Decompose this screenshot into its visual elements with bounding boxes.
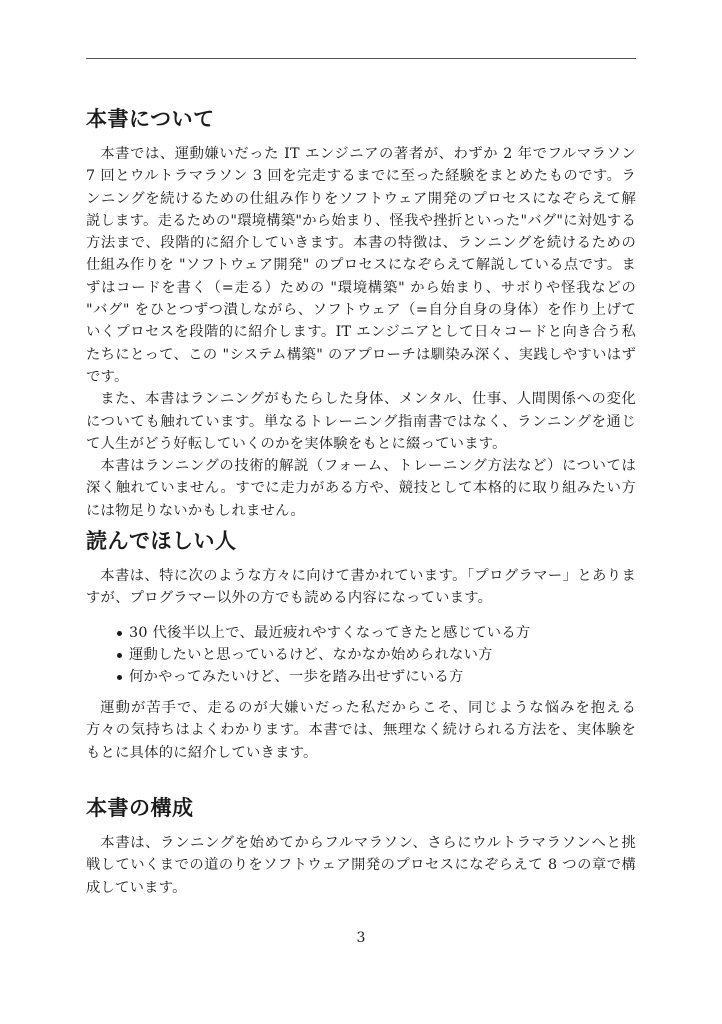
section-body-audience	[86, 565, 636, 610]
audience-list	[86, 622, 636, 688]
paragraph: 運動が苦手で、走るのが大嫌いだった私だからこそ、同じような悩みを抱える方々の気持ちはよくわかります。本書では、無理なく続けられる方法を、実体験をもとに具体的に紹介していきます。	[86, 700, 636, 761]
bullet-icon	[117, 653, 122, 658]
page-number: 3	[356, 930, 366, 946]
paragraph: 本書は、特に次のような方々に向けて書かれています。「プログラマー」とありますが、プログラマー以外の方でも読める内容になっています。	[86, 568, 636, 607]
bullet-icon	[117, 675, 122, 680]
header-rule	[86, 58, 636, 59]
list-item: 何かやってみたいけど、一歩を踏み出せずにいる方	[86, 666, 636, 688]
section-closing-audience	[86, 697, 636, 764]
section-heading-about: 本書について	[86, 107, 215, 131]
bullet-icon	[117, 631, 122, 636]
section-body-structure	[86, 832, 636, 899]
section-body-about	[86, 143, 636, 522]
list-item: 30 代後半以上で、最近疲れやすくなってきたと感じている方	[86, 622, 636, 644]
paragraph: 本書はランニングの技術的解説（フォーム、トレーニング方法など）については深く触れていません。すでに走力がある方や、競技として本格的に取り組みたい方には物足りないかもしれません。	[86, 458, 636, 519]
list-item: 運動したいと思っているけど、なかなか始められない方	[86, 644, 636, 666]
section-heading-structure: 本書の構成	[86, 796, 194, 820]
section-heading-audience: 読んでほしい人	[86, 529, 237, 553]
paragraph: また、本書はランニングがもたらした身体、メンタル、仕事、人間関係への変化についても触れています。単なるトレーニング指南書ではなく、ランニングを通じて人生がどう好転していくのかを実体験をもとに綴っています。	[86, 391, 636, 452]
paragraph: 本書では、運動嫌いだった IT エンジニアの著者が、わずか 2 年でフルマラソン 7 回とウルトラマラソン 3 回を完走するまでに至った経験をまとめたものです。ランニングを続けるための仕組み作りをソフトウェア開発のプロセスになぞらえて解説します。走るための"環境構築"から始まり、怪我や挫折といった"バグ"に対処する方法まで、段階的に紹介していきます。本書の特徴は、ランニングを続けるための仕組み作りを "ソフトウェア開発" のプロセスになぞらえて解説している点です。まずはコードを書く（=走る）ための "環境構築" から始まり、サボりや怪我などの "バグ" をひとつずつ潰しながら、ソフトウェア（=自分自身の身体）を作り上げていくプロセスを段階的に紹介します。IT エンジニアとして日々コードと向き合う私たちにとって、この "システム構築" のアプローチは馴染み深く、実践しやすいはずです。	[86, 146, 636, 385]
paragraph: 本書は、ランニングを始めてからフルマラソン、さらにウルトラマラソンへと挑戦していくまでの道のりをソフトウェア開発のプロセスになぞらえて 8 つの章で構成しています。	[86, 835, 636, 896]
